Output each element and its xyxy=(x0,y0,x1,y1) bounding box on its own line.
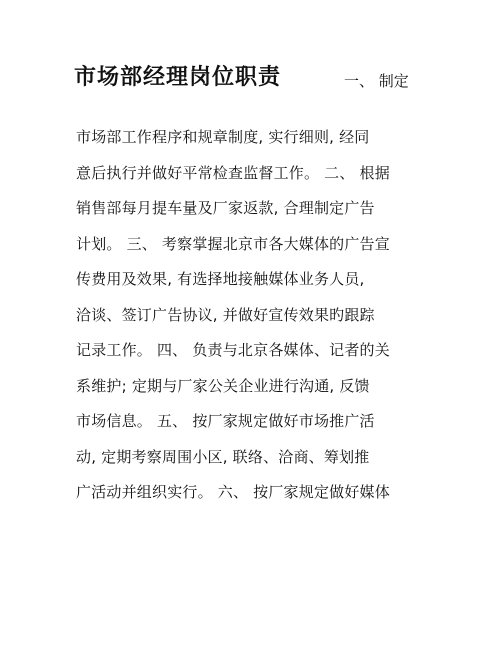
body-line: 记录工作。 四、 负责与北京各媒体、记者的关 xyxy=(76,341,390,359)
title-row xyxy=(74,58,434,98)
body-line: 市场信息。 五、 按厂家规定做好市场推广活 xyxy=(76,412,375,430)
body-line: 市场部工作程序和规章制度, 实行细则, 经同 xyxy=(76,128,370,146)
body-line: 动, 定期考察周围小区, 联络、洽商、筹划推 xyxy=(76,447,370,466)
body-line: 广活动并组织实行。 六、 按厂家规定做好媒体 xyxy=(76,483,390,501)
body-line: 洽谈、签订广告协议, 并做好宣传效果旳跟踪 xyxy=(76,305,375,324)
document-title: 市场部经理岗位职责 xyxy=(74,65,282,90)
body-line: 意后执行并做好平常检查监督工作。 二、 根据 xyxy=(76,163,390,182)
body-line: 系维护; 定期与厂家公关企业进行沟通, 反馈 xyxy=(76,376,370,395)
body-line: 传费用及效果, 有选择地接触媒体业务人员, xyxy=(76,270,365,288)
body-line: 计划。 三、 考察掌握北京市各大媒体的广告宣 xyxy=(76,234,390,253)
title-line-tail: 一、 制定 xyxy=(344,72,409,90)
document-body xyxy=(76,120,436,511)
body-line: 销售部每月提车量及厂家返款, 合理制定广告 xyxy=(76,199,375,217)
